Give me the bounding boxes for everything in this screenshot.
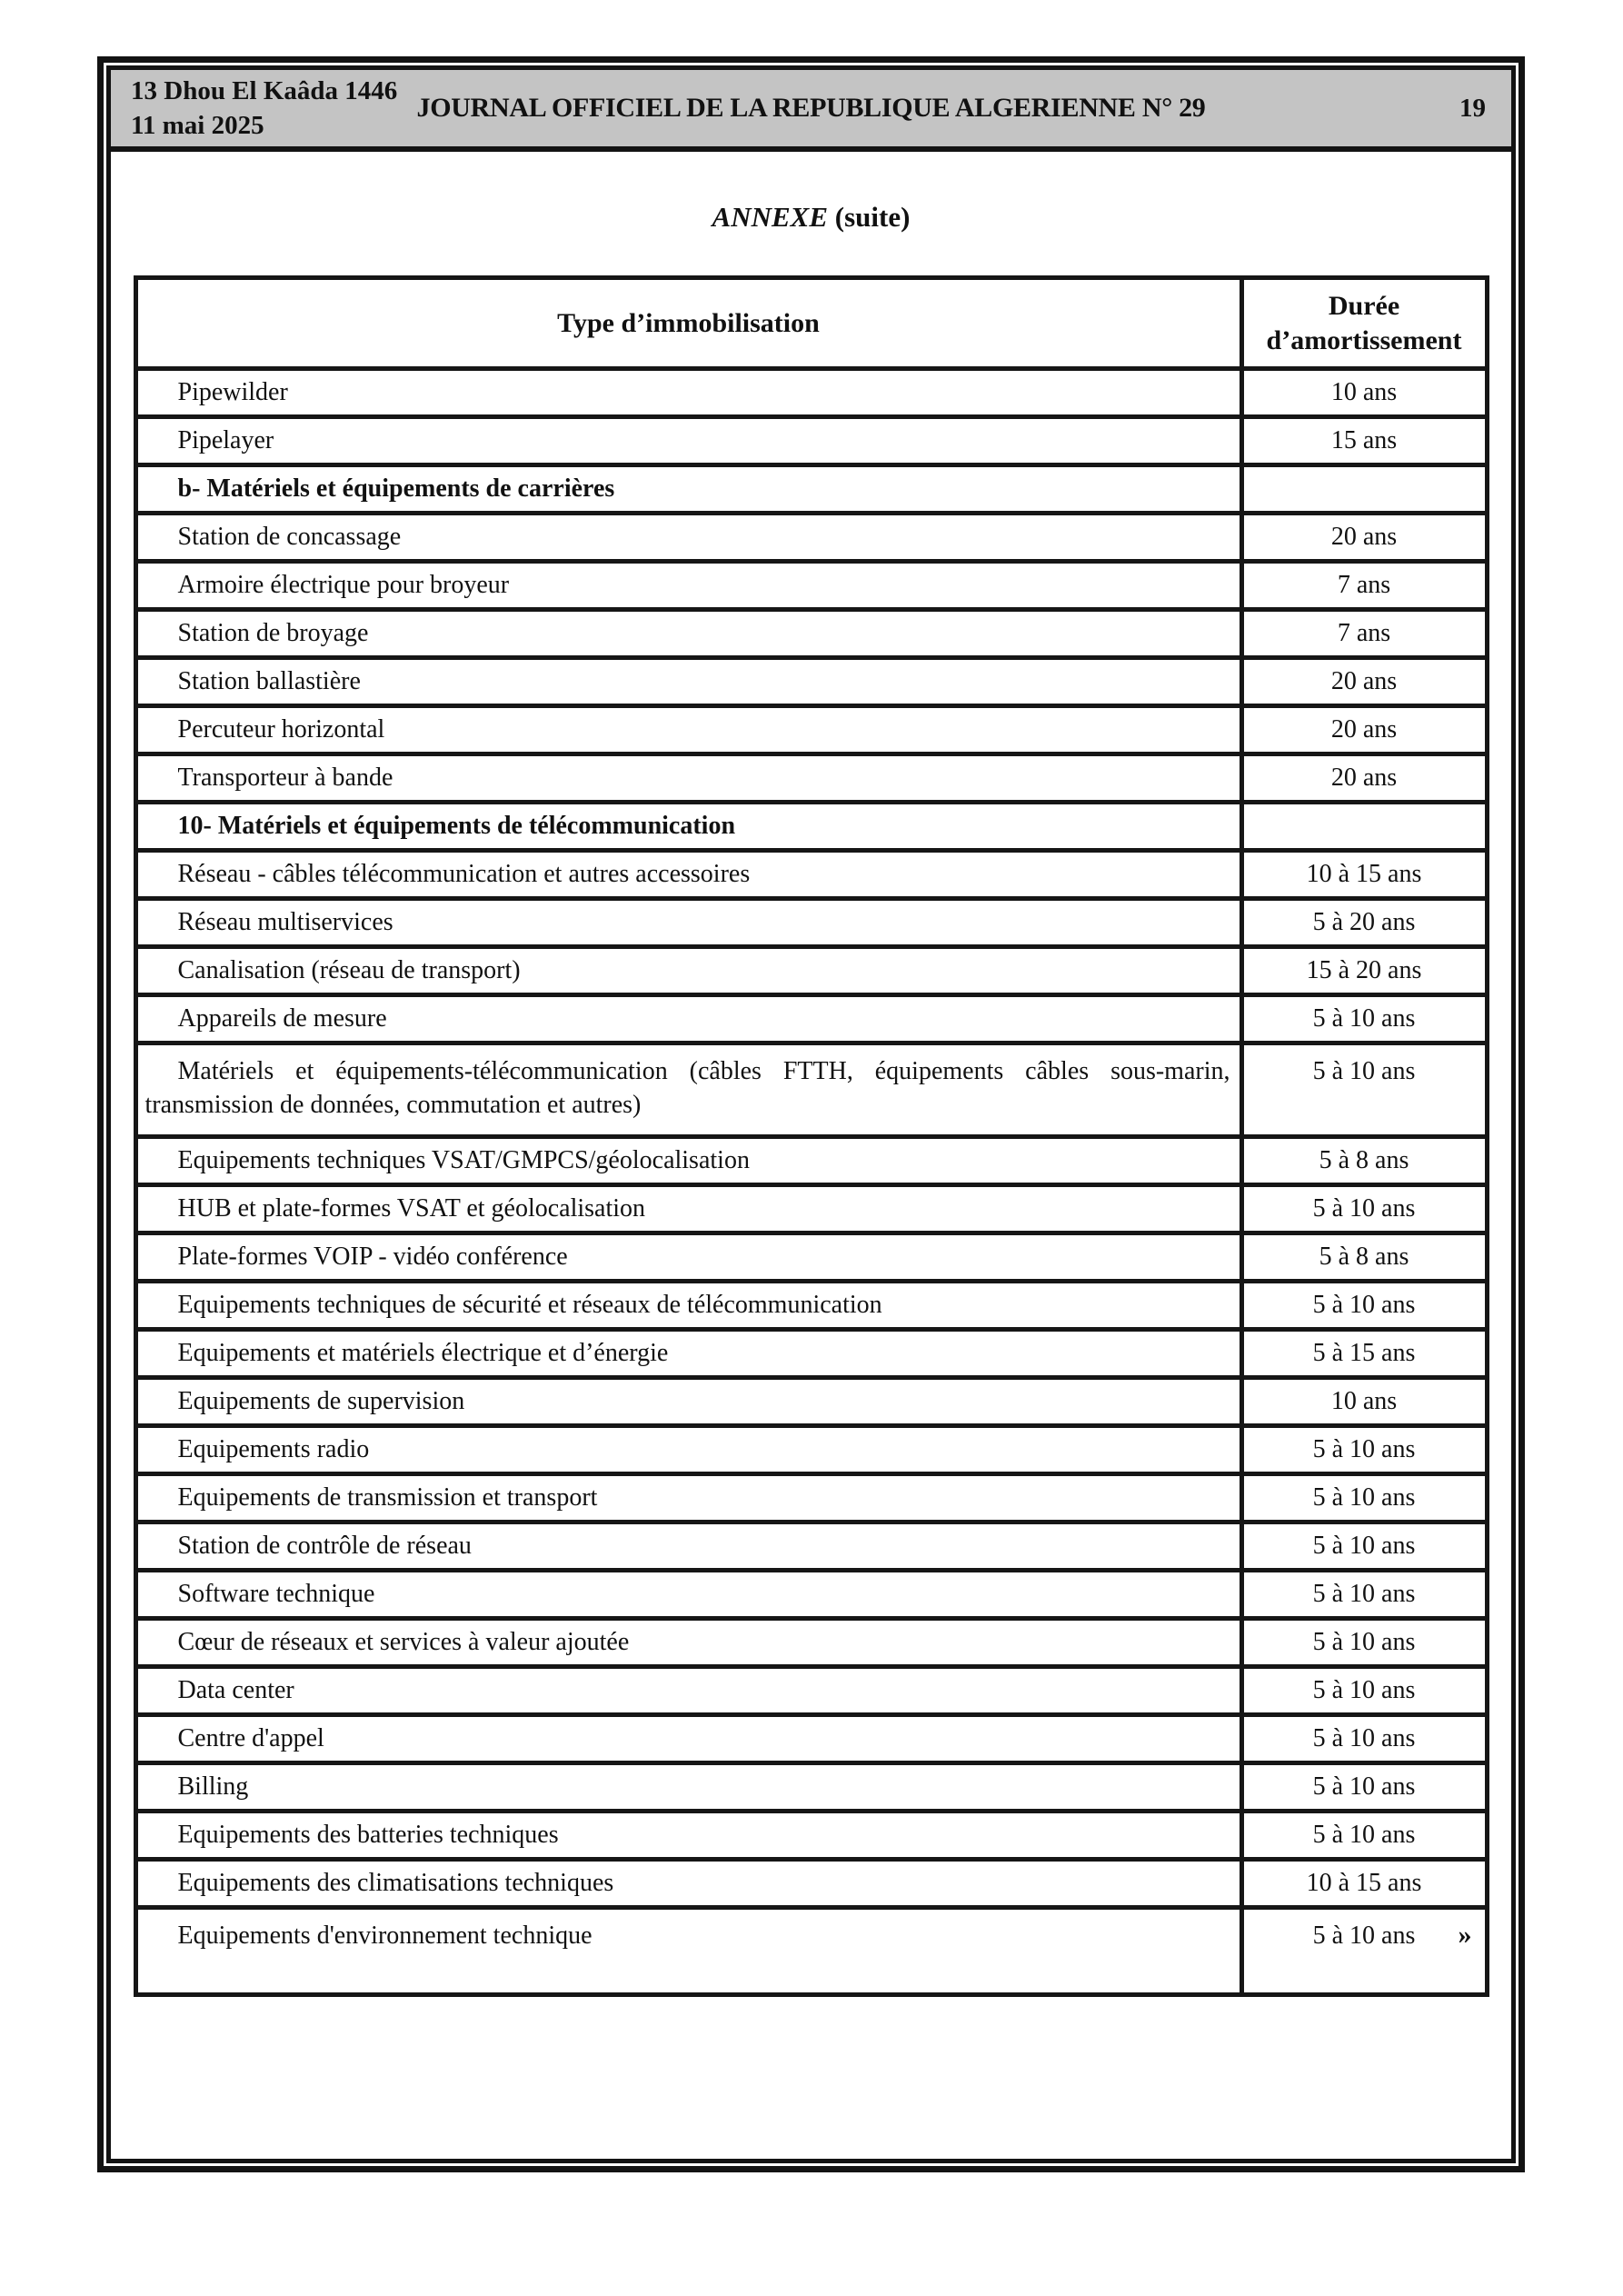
duration-value [1241, 369, 1487, 417]
column-header-duration-line2: d’amortissement [1266, 324, 1462, 355]
duration-value [1241, 1233, 1487, 1281]
table-row [135, 369, 1487, 417]
duration-text: 5 à 10 ans [1312, 1193, 1416, 1223]
duration-text: 5 à 10 ans [1312, 1772, 1416, 1801]
duration-text: 5 à 8 ans [1319, 1145, 1409, 1174]
table-row [135, 1377, 1487, 1425]
table-row [135, 1184, 1487, 1233]
duration-value [1241, 417, 1487, 465]
immobilisation-label: HUB et plate-formes VSAT et géolocalisation [135, 1184, 1241, 1233]
immobilisation-label: Réseau multiservices [135, 899, 1241, 947]
table-row [135, 803, 1487, 851]
duration-text: 5 à 15 ans [1312, 1338, 1416, 1367]
duration-value [1241, 1714, 1487, 1762]
duration-text: 5 à 20 ans [1312, 908, 1416, 936]
inner-frame [106, 65, 1516, 2163]
table-row [135, 995, 1487, 1043]
duration-text: 20 ans [1330, 715, 1398, 744]
immobilisation-label: Centre d'appel [135, 1714, 1241, 1762]
duration-value [1241, 465, 1487, 514]
duration-value [1241, 754, 1487, 803]
page-number: 19 [1459, 93, 1486, 123]
immobilisation-label: Percuteur horizontal [135, 706, 1241, 754]
table-row [135, 1714, 1487, 1762]
amortization-table [134, 275, 1489, 1997]
immobilisation-label: Appareils de mesure [135, 995, 1241, 1043]
journal-title: JOURNAL OFFICIEL DE LA REPUBLIQUE ALGERIENNE N° 29 [416, 93, 1206, 123]
duration-value [1241, 1329, 1487, 1377]
duration-text: 5 à 10 ans [1312, 1579, 1416, 1608]
immobilisation-label: Software technique [135, 1570, 1241, 1618]
duration-value [1241, 1281, 1487, 1329]
immobilisation-label: Canalisation (réseau de transport) [135, 947, 1241, 995]
duration-text: 5 à 10 ans [1312, 1627, 1416, 1656]
duration-text: 15 ans [1330, 426, 1398, 454]
immobilisation-label: Billing [135, 1762, 1241, 1811]
annexe-word: ANNEXE [712, 201, 829, 233]
column-header-duration [1241, 278, 1487, 369]
duration-text: 10 ans [1330, 378, 1398, 406]
header-dates [131, 74, 397, 144]
duration-text: 15 à 20 ans [1306, 956, 1422, 984]
duration-text: 20 ans [1330, 523, 1398, 551]
immobilisation-label: Matériels et équipements-télécommunication (câbles FTTH, équipements câbles sous-marin, transmission de données, commutation et autres) [135, 1043, 1241, 1137]
immobilisation-label: Equipements de supervision [135, 1377, 1241, 1425]
duration-value [1241, 562, 1487, 610]
closing-guillemet: » [1458, 1919, 1472, 1950]
duration-text: 5 à 10 ans [1312, 1723, 1416, 1752]
duration-value [1241, 514, 1487, 562]
table-row [135, 1136, 1487, 1184]
duration-text: 10 à 15 ans [1306, 1868, 1422, 1897]
duration-value [1241, 1570, 1487, 1618]
duration-value [1241, 1473, 1487, 1522]
duration-text: 7 ans [1337, 571, 1391, 599]
duration-text: 10 ans [1330, 1386, 1398, 1415]
table-row [135, 1329, 1487, 1377]
duration-value [1241, 899, 1487, 947]
duration-text: 5 à 10 ans [1312, 1290, 1416, 1319]
annexe-suite: (suite) [828, 201, 911, 233]
immobilisation-label: Cœur de réseaux et services à valeur ajoutée [135, 1618, 1241, 1666]
table-row [135, 417, 1487, 465]
duration-text: 20 ans [1330, 764, 1398, 792]
immobilisation-label: Transporteur à bande [135, 754, 1241, 803]
annexe-title [111, 201, 1511, 234]
duration-value [1241, 851, 1487, 899]
table-row [135, 465, 1487, 514]
table-row [135, 1233, 1487, 1281]
duration-value [1241, 947, 1487, 995]
table-row [135, 1473, 1487, 1522]
duration-text: 5 à 10 ans [1312, 1921, 1416, 1950]
immobilisation-label: Station ballastière [135, 658, 1241, 706]
table-row [135, 1811, 1487, 1859]
table-body [135, 369, 1487, 1995]
immobilisation-label: b- Matériels et équipements de carrières [135, 465, 1241, 514]
immobilisation-label: Equipements techniques de sécurité et réseaux de télécommunication [135, 1281, 1241, 1329]
table-row [135, 1043, 1487, 1137]
table-row [135, 754, 1487, 803]
page-frame [97, 56, 1525, 2172]
duration-value [1241, 1907, 1487, 1994]
duration-text: 5 à 10 ans [1312, 1434, 1416, 1463]
duration-value [1241, 1377, 1487, 1425]
duration-text: 5 à 10 ans [1312, 1057, 1416, 1085]
duration-value [1241, 1184, 1487, 1233]
duration-value [1241, 610, 1487, 658]
duration-text: 5 à 10 ans [1312, 1004, 1416, 1033]
immobilisation-label: Equipements techniques VSAT/GMPCS/géolocalisation [135, 1136, 1241, 1184]
column-header-duration-line1: Durée [1328, 291, 1400, 321]
immobilisation-label: Station de concassage [135, 514, 1241, 562]
duration-value [1241, 706, 1487, 754]
immobilisation-label: Equipements radio [135, 1425, 1241, 1473]
table-header [135, 278, 1487, 369]
table-row [135, 851, 1487, 899]
immobilisation-label: Equipements des climatisations techniques [135, 1859, 1241, 1907]
table-row [135, 514, 1487, 562]
immobilisation-label: Data center [135, 1666, 1241, 1714]
table-row [135, 1425, 1487, 1473]
duration-value [1241, 1618, 1487, 1666]
duration-value [1241, 1811, 1487, 1859]
duration-text: 20 ans [1330, 667, 1398, 695]
duration-value [1241, 1859, 1487, 1907]
date-hijri: 13 Dhou El Kaâda 1446 [131, 75, 398, 105]
table-row [135, 899, 1487, 947]
duration-value [1241, 1666, 1487, 1714]
immobilisation-label: Station de contrôle de réseau [135, 1522, 1241, 1570]
duration-value [1241, 995, 1487, 1043]
immobilisation-label: Equipements des batteries techniques [135, 1811, 1241, 1859]
immobilisation-label: 10- Matériels et équipements de télécommunication [135, 803, 1241, 851]
immobilisation-label: Réseau - câbles télécommunication et autres accessoires [135, 851, 1241, 899]
table-row [135, 610, 1487, 658]
table-row [135, 1666, 1487, 1714]
table-row [135, 1907, 1487, 1994]
table-row [135, 947, 1487, 995]
table-row [135, 1859, 1487, 1907]
immobilisation-label: Plate-formes VOIP - vidéo conférence [135, 1233, 1241, 1281]
duration-value [1241, 1043, 1487, 1137]
table-row [135, 1618, 1487, 1666]
duration-text: 5 à 10 ans [1312, 1820, 1416, 1849]
immobilisation-label: Armoire électrique pour broyeur [135, 562, 1241, 610]
duration-value [1241, 1136, 1487, 1184]
duration-value [1241, 1522, 1487, 1570]
table-row [135, 658, 1487, 706]
duration-text: 5 à 10 ans [1312, 1675, 1416, 1704]
duration-value [1241, 658, 1487, 706]
immobilisation-label: Equipements d'environnement technique [135, 1907, 1241, 1994]
duration-value [1241, 803, 1487, 851]
table-row [135, 562, 1487, 610]
duration-value [1241, 1425, 1487, 1473]
table-row [135, 706, 1487, 754]
duration-text: 5 à 10 ans [1312, 1531, 1416, 1560]
journal-header [111, 70, 1511, 152]
table-row [135, 1522, 1487, 1570]
duration-value [1241, 1762, 1487, 1811]
duration-text: 5 à 10 ans [1312, 1482, 1416, 1512]
table-row [135, 1570, 1487, 1618]
immobilisation-label: Pipelayer [135, 417, 1241, 465]
table-row [135, 1281, 1487, 1329]
duration-text: 10 à 15 ans [1306, 860, 1422, 888]
duration-text: 7 ans [1337, 619, 1391, 647]
immobilisation-label: Equipements de transmission et transport [135, 1473, 1241, 1522]
column-header-type: Type d’immobilisation [135, 278, 1241, 369]
duration-text: 5 à 8 ans [1319, 1242, 1409, 1271]
immobilisation-label: Equipements et matériels électrique et d’énergie [135, 1329, 1241, 1377]
table-row [135, 1762, 1487, 1811]
table-header-row [135, 278, 1487, 369]
date-gregorian: 11 mai 2025 [131, 111, 264, 140]
immobilisation-label: Station de broyage [135, 610, 1241, 658]
immobilisation-label: Pipewilder [135, 369, 1241, 417]
